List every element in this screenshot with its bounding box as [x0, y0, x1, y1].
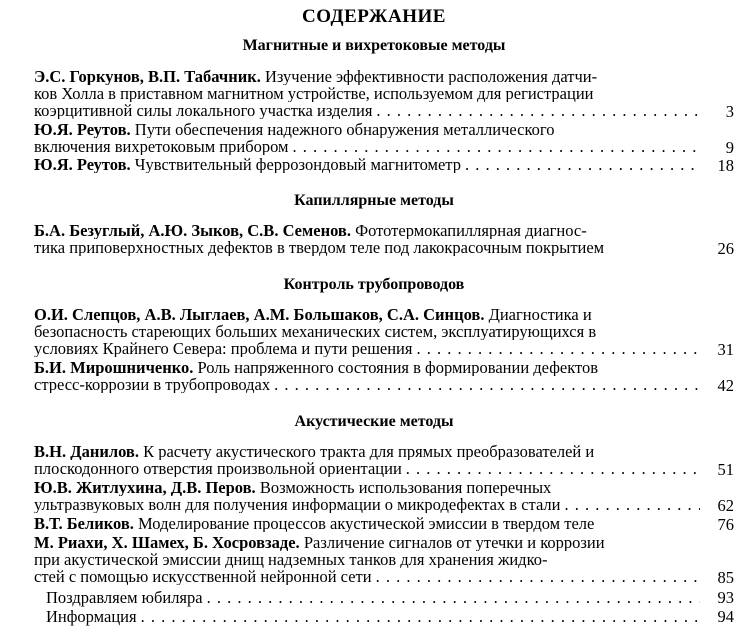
entry-title-line: Пути обеспечения надежного обнаружения металлического [134, 121, 555, 138]
toc-entry[interactable] [34, 156, 700, 173]
leader-dots [416, 340, 700, 357]
entry-page-number: 93 [717, 588, 734, 607]
entry-author: Б.А. Безуглый, А.Ю. Зыков, С.В. Семенов. [34, 222, 351, 239]
entry-page-number: 85 [717, 568, 734, 587]
entry-title-line: условиях Крайнего Севера: проблема и пути решения [34, 340, 413, 357]
toc-entry-misc[interactable] [46, 588, 700, 608]
section-heading-acoustic: Акустические методы [294, 413, 454, 430]
toc-entry[interactable] [34, 479, 700, 513]
entry-page-number: 31 [717, 340, 734, 359]
toc-entry[interactable] [34, 443, 700, 477]
entry-page-number: 3 [725, 102, 734, 121]
leader-dots [565, 496, 701, 513]
entry-title-line: стей с помощью искусственной нейронной сети [34, 568, 372, 585]
entry-author: В.Т. Беликов. [34, 515, 134, 532]
page-title: СОДЕРЖАНИЕ [302, 6, 446, 27]
entry-title-line: Диагностика и [488, 306, 592, 323]
toc-entry[interactable] [34, 121, 700, 155]
entry-title-line: включения вихретоковым прибором [34, 138, 289, 155]
toc-entry[interactable] [34, 515, 700, 532]
entry-title-line: Роль напряженного состояния в формировании дефектов [197, 359, 599, 376]
section-heading-pipelines: Контроль трубопроводов [283, 276, 465, 293]
toc-entry-misc[interactable] [46, 607, 700, 627]
leader-dots [141, 607, 700, 627]
entry-title-line: Различение сигналов от утечки и коррозии [303, 534, 605, 551]
leader-dots [376, 568, 700, 585]
entry-author: М. Риахи, Х. Шамех, Б. Хосровзаде. [34, 534, 300, 551]
entry-title-line: коэрцитивной силы локального участка изделия [34, 102, 373, 119]
entry-title-line: Возможность использования поперечных [259, 479, 552, 496]
entry-author: О.И. Слепцов, А.В. Лыглаев, А.М. Большаков, С.А. Синцов. [34, 306, 485, 323]
leader-dots [274, 376, 700, 393]
entry-page-number: 26 [717, 239, 734, 258]
entry-page-number: 51 [717, 460, 734, 479]
entry-title-line: стресс-коррозии в трубопроводах [34, 376, 271, 393]
entry-title-line: тика приповерхностных дефектов в твердом теле под лакокрасочным покрытием [34, 239, 605, 256]
entry-author: Ю.В. Житлухина, Д.В. Перов. [34, 479, 256, 496]
entry-title-line: плоскодонного отверстия произвольной ориентации [34, 460, 402, 477]
entry-author: В.Н. Данилов. [34, 443, 139, 460]
entry-title-line: при акустической эмиссии днищ надземных танков для хранения жидко- [34, 551, 548, 568]
leader-dots [465, 156, 700, 173]
toc-entry[interactable] [34, 306, 700, 357]
leader-dots [207, 588, 700, 608]
toc-entry[interactable] [34, 534, 700, 585]
toc-entry[interactable] [34, 222, 700, 256]
leader-dots [292, 138, 700, 155]
entry-title-line: К расчету акустического тракта для прямых преобразователей и [143, 443, 595, 460]
toc-entry[interactable] [34, 359, 700, 393]
entry-title-line: Чувствительный феррозондовый магнитометр [134, 156, 461, 173]
entry-author: Ю.Я. Реутов. [34, 121, 131, 138]
entry-title-line: ультразвуковых волн для получения информации о микродефектах в стали [34, 496, 561, 513]
misc-label: Поздравляем юбиляра [46, 588, 203, 607]
entry-title-line: Изучение эффективности расположения датчи- [264, 68, 598, 85]
entry-page-number: 42 [717, 376, 734, 395]
entry-page-number: 62 [717, 496, 734, 515]
toc-entry[interactable] [34, 68, 700, 119]
entry-author: Э.С. Горкунов, В.П. Табачник. [34, 68, 261, 85]
entry-title-line: Моделирование процессов акустической эмиссии в твердом теле [138, 515, 595, 532]
entry-author: Ю.Я. Реутов. [34, 156, 131, 173]
entry-title-line: Фототермокапиллярная диагнос- [355, 222, 587, 239]
entry-author: Б.И. Мирошниченко. [34, 359, 194, 376]
entry-page-number: 76 [717, 515, 734, 534]
leader-dots [406, 460, 700, 477]
leader-dots [376, 102, 700, 119]
entry-title-line: безопасность стареющих больших механических систем, эксплуатирующихся в [34, 323, 597, 340]
misc-label: Информация [46, 607, 137, 626]
entry-page-number: 18 [717, 156, 734, 175]
entry-title-line: ков Холла в приставном магнитном устройстве, используемом для регистрации [34, 85, 594, 102]
entry-page-number: 94 [717, 607, 734, 626]
section-heading-capillary: Капиллярные методы [294, 192, 454, 209]
section-heading-magnetic: Магнитные и вихретоковые методы [242, 37, 506, 54]
entry-page-number: 9 [725, 138, 734, 157]
